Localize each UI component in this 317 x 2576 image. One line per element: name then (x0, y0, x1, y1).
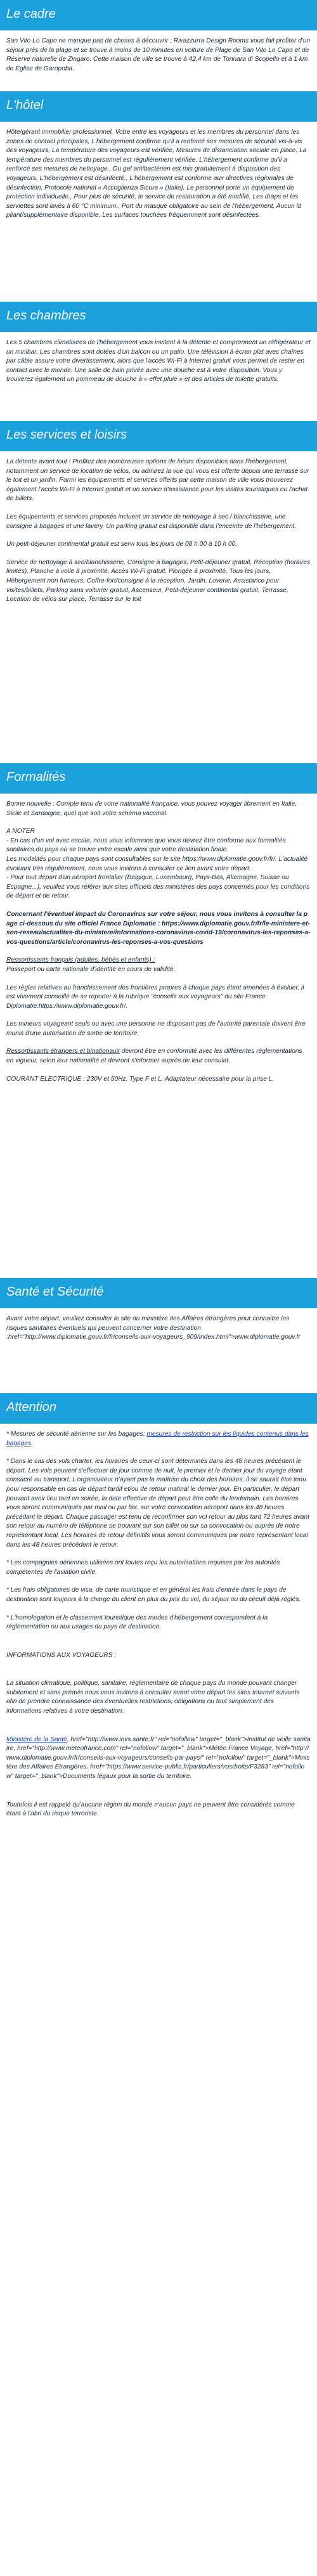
section-title-services: Les services et loisirs (0, 421, 317, 451)
services-paragraph-4: Service de nettoyage à sec/blanchisserie, Consigne à bagages, Petit-déjeuner gratuit, Réception (horaires limités), Planche à voile à proximité, Accès Wi-Fi gratuit, Plongée à proximité, Tous les jours, Hébergement non fumeurs, Coffre-fort/consigne à la réception, Jardin, Loverie, Assistance pour visites/billets, Parking sans voiturier gratuit, Ascenseur, Petit-déjeuner continental gratuit, Terrasse, Location de vélos sur place, Terrasse sur le toit (6, 558, 311, 603)
ressortissants-etrangers-label: Ressortissants étrangers et binationaux (6, 1048, 120, 1055)
formalites-paragraph-3: Les modalités pour chaque pays sont consultables sur le site https://www.diplomatie.gouv.fr/fr/. L'actualité évoluant très régulièrement, nous vous invitons à consulter ce lien avant votre départ. (6, 855, 308, 872)
attention-paragraph-7: La situation climatique, politique, sanitaire, réglementaire de chaque pays du monde pouvant changer subitement et sans préavis nous vous invitons à consulter avant votre départ les sites Internet suivants afin de prendre connaissance des éventuelles restrictions, obligations ou tout simplement des informations relatives à votre destination. (6, 1680, 300, 1715)
ressortissants-francais-label: Ressortissants français (adultes, bébés et enfants) : (6, 956, 155, 964)
attention-paragraph-9: Toutefois il est rappelé qu'aucune région du monde n'aucun pays ne peuvent être considérés comme étant à l'abri du risque terroriste. (6, 1801, 295, 1818)
sante-paragraph: Avant votre départ, veuillez consulter le site du ministère des Affaires étrangères pour connaitre les risques sanitaires éventuels qui peuvent concerner votre destination :href="http://www.diplomatie.gouv.fr/fr/conseils-aux-voyageurs_909/index.html">www.diplomatie.gouv.fr (6, 1315, 301, 1341)
cadre-paragraph: San Vito Lo Capo ne manque pas de choses à découvrir ; Rivazzurra Design Rooms vous fait profiter d'un séjour près de la plage et se trouve à moins de 10 minutes en voiture de Plage de San Vito Lo Capo et de Réserve naturelle de Zingaro. Cette maison de ville se trouve à 42,4 km de Tonnara di Scopello et à 1 km de Église de Garopoba. (6, 37, 311, 72)
services-paragraph-1: La détente avant tout ! Profitez des nombreuses options de loisirs disponibles dans l'hébergement, notamment un service de location de vélos, ou admirez la vue qui vous est offerte depuis une terrasse sur le toit et un jardin. Parmi les équipements et services offerts par cette maison de ville vous trouverez également l'accès Wi-Fi à Internet gratuit et un service d'assistance pour les visites touristiques ou l'achat de billets. (6, 458, 309, 503)
formalites-paragraph-2: - En cas d'un vol avec escale, nous vous informons que vous devrez être conforme aux formalités sanitaires du pays où se trouve votre escale ainsi que votre destination finale. (6, 837, 286, 854)
formalites-paragraph-9 (6, 1047, 311, 1066)
section-title-hotel: L'hôtel (0, 91, 317, 122)
section-title-formalites: Formalités (0, 763, 317, 794)
attention-paragraph-4: * Les frais obligatoires de visa, de carte touristique et en général les frais d'entrée dans le pays de destination sont toujours à la charge du client en plus du prix du vol, du séjour ou du circuit déjà réglés. (6, 1587, 301, 1603)
attention-paragraph-8-text: , href="http://www.invs.sante.fr" rel="nofollow" target="_blank">Institut de veille sanitaire, href="http://www.meteofrance.com" rel="nofollow" target="_blank">Météo France Voyage, href="http://www.diplomatie.gouv.fr/fr/conseils-aux-voyageurs/conseils-par-pays/" rel="nofollow" target="_blank">Ministère des Affaires Etrangères, href="https://www.service-public.fr/particuliers/vosdroits/F3283" rel="nofollow" target="_blank">Documents légaux pour la sortie du territoire. (6, 1736, 311, 1781)
courant-electrique: COURANT ELECTRIQUE : 230V et 50Hz. Type F et L. Adaptateur nécessaire pour la prise L. (6, 1075, 275, 1083)
section-title-attention: Attention (0, 1393, 317, 1424)
services-paragraph-2: Les équipements et services proposés incluent un service de nettoyage à sec / blanchisserie, une consigne à bagages et une lavery. Un parking gratuit est disponible dans l'enceinte de l'hébergement. (6, 513, 297, 530)
hotel-paragraph: Hôte/gérant immobilier professionnel, Votre entre les voyageurs et les membres du personnel dans les zones de contact principales, L'hébergement confirme qu'il a renforcé ses mesures de sécurité vis-à-vis des voyageurs, La température des voyageurs est vérifiée, Mesures de distanciation sociale en place, La température des membres du personnel est régulièrement vérifiée, L'hébergement confirme qu'il a renforcé ses mesures de nettoyage., Du gel antibactérien est mis gratuitement à disposition des voyageurs, L'hébergement est désinfecté., L'hébergement est conforme aux directives régionales de désinfection, Protocole national « Accoglienza Sicura » (Italie), Le personnel porte un équipement de protection individuelle., Pour plus de sécurité, le service de restauration a été modifié, Les draps et les serviettes sont lavés à 60 °C minimum., Port du masque obligatoire au sein de l'hébergement, Aucun lit pliant/supplémentaire disponible, Les surfaces touchées fréquemment sont désinfectées. (6, 129, 307, 219)
section-title-cadre: Le cadre (0, 0, 317, 30)
attention-paragraph-1-end: . (31, 1439, 33, 1447)
formalites-paragraph-4: - Pour tout départ d'un aéroport frontalier (Belgique, Luxembourg, Pays-Bas, Allemagne, Suisse ou Espagne...), veuillez vous référer aux sites officiels des ministères des pays concernés pour les conditions de départ et de retour. (6, 874, 310, 900)
attention-paragraph-3: * Les compagnies aériennes utilisées ont toutes reçu les autorisations requises par les autorités compétentes de l'aviation civile. (6, 1559, 280, 1576)
liquids-restriction-link[interactable]: mesures de restriction sur les liquides contenus dans les bagages (6, 1431, 309, 1447)
section-formalites (0, 763, 317, 1278)
a-noter-label: A NOTER (6, 828, 35, 835)
attention-paragraph-2: * Dans le cas des vols charter, les horaires de ceux-ci sont déterminés dans les 48 heures précédent le départ. Les vols peuvent s'effectuer de jour comme de nuit, le premier et le dernier jour du voyage étant consacré au transport. L'organisateur n'ayant pas la maîtrise du choix des horaires, il se saurait être tenu pour responsable en cas de départ tardif et/ou de retour matinal le dernier jour. En particulier, le départ pouvant avoir lieu tard en soirée, la date effective de départ peut être celle du lendemain. Les horaires vous seront communiqués par mail ou par fax, sur votre convocation aéroport dans les 48 heures précédant le départ. Chaque passager est tenu de reconfirmer son vol retour au plus tard 72 heures avant son retour au numéro de téléphone se trouvant sur son billet ou sur sa convocation ou auprès de notre représentant local. Les horaires de retour définitifs vous seront communiqués par notre représentant local dans les 48 heures précédent le retour. (6, 1458, 309, 1549)
ministere-sante-link[interactable]: Ministère de la Santé (6, 1736, 67, 1743)
formalites-paragraph-6: Passeport ou carte nationale d'identité en cours de validité. (6, 965, 176, 973)
formalites-paragraph-7: Les règles relatives au franchissement des frontières propres à chaque pays étant amenées à évoluer, il est vivement conseillé de se reporter à la rubrique "conseils aux voyageurs" du site France Diplomatie:https://www.diplomatie.gouv.fr/. (6, 984, 304, 1010)
services-paragraph-3: Un petit-déjeuner continental gratuit est servi tous les jours de 08 h 00 à 10 h 00. (6, 541, 238, 548)
attention-paragraph-1-text: * Mesures de sécurité aérienne sur les bagages: (6, 1431, 147, 1438)
formalites-paragraph-1: Bonne nouvelle : Compte tenu de votre nationalité française, vous pouvez voyager librement en Italie, Sicile et Sardaigne, quel que soit votre schéma vaccinal. (6, 801, 297, 817)
section-sante (0, 1278, 317, 1387)
formalites-paragraph-9-text: devront être en conformité avec les différentes réglementations en vigueur, selon leur nationalité et devront s'informer auprès de leur consulat. (6, 1048, 302, 1065)
informations-voyageurs-label: INFORMATIONS AUX VOYAGEURS : (6, 1651, 117, 1659)
attention-paragraph-5: * L'homologation et le classement touristique des modes d'hébergement correspondent à la réglementation ou aux usages du pays de destination. (6, 1614, 268, 1631)
section-hotel (0, 91, 317, 302)
attention-paragraph-1 (6, 1430, 311, 1448)
attention-paragraph-8 (6, 1736, 311, 1782)
section-chambres (0, 302, 317, 415)
section-services (0, 421, 317, 757)
chambres-paragraph: Les 5 chambres climatisées de l'hébergement vous invitent à la détente et comprennent un réfrigérateur et un minibar. Les chambres sont dotées d'un balcon ou un patio. Une télévision à écran plat avec chaînes par câble assure votre divertissement, alors que l'accès Wi-Fi à Internet gratuit vous permet de rester en contact avec le monde. Une salle de bain privée avec une douche est à votre disposition. Vous y trouverez également un pommeau de douche à « effet pluie » et des articles de toilette gratuits. (6, 339, 311, 383)
section-title-chambres: Les chambres (0, 302, 317, 332)
section-attention (0, 1393, 317, 1834)
section-title-sante: Santé et Sécurité (0, 1278, 317, 1308)
formalites-coronavirus-notice: Concernant l'éventuel impact du Coronavirus sur votre séjour, nous vous invitons à consulter la page ci-dessous du site officiel France Diplomatie : https://www.diplomatie.gouv.fr/fr/le-ministere-et-son-reseau/actualites-du-ministere/informations-coronavirus-covid-19/coronavirus-les-reponses-a-vos-questions/article/coronavirus-les-reponses-a-vos-questions (6, 910, 311, 946)
formalites-paragraph-8: Les mineurs voyageant seuls ou avec une personne ne disposant pas de l'autorité parentale doivent être munis d'une autorisation de sortie de territoire. (6, 1021, 306, 1037)
section-cadre (0, 0, 317, 85)
